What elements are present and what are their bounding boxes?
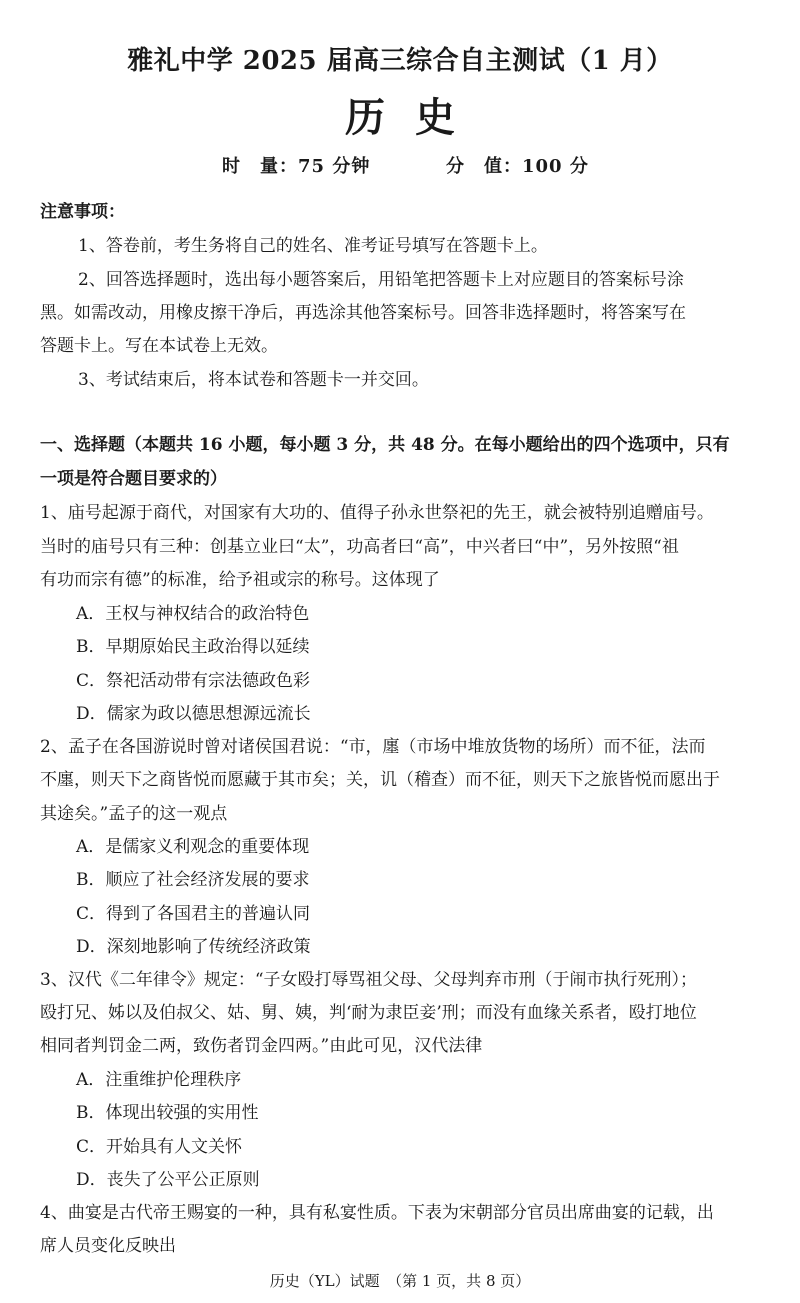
q2-stem-line-3: 其途矣。”孟子的这一观点: [40, 804, 228, 824]
q2-stem-line-2: 不廛，则天下之商皆悦而愿藏于其市矣；关，讥（稽查）而不征，则天下之旅皆悦而愿出于: [40, 770, 720, 790]
notice-item-2-line-1: 2、回答选择题时，选出每小题答案后，用铅笔把答题卡上对应题目的答案标号涂: [78, 270, 684, 290]
q1-stem-line-2: 当时的庙号只有三种：创基立业曰“太”，功高者曰“高”，中兴者曰“中”，另外按照“祖: [40, 537, 679, 557]
q3-stem-line-1: 3、汉代《二年律令》规定：“子女殴打辱骂祖父母、父母判弃市刑（于闹市执行死刑）；: [40, 970, 698, 990]
q1-option-d: D．儒家为政以德思想源远流长: [76, 704, 311, 724]
q3-option-b: B．体现出较强的实用性: [76, 1103, 259, 1123]
q1-option-c: C．祭祀活动带有宗法德政色彩: [76, 671, 311, 691]
q3-stem-line-2: 殴打兄、姊以及伯叔父、姑、舅、姨，判‘耐为隶臣妾’刑；而没有血缘关系者，殴打地位: [40, 1003, 697, 1023]
q2-option-c: C．得到了各国君主的普遍认同: [76, 904, 311, 924]
exam-title: 雅礼中学 2025 届高三综合自主测试（1 月）: [127, 46, 673, 76]
notice-item-1: 1、答卷前，考生务将自己的姓名、准考证号填写在答题卡上。: [78, 236, 548, 256]
q2-stem-line-1: 2、孟子在各国游说时曾对诸侯国君说：“市，廛（市场中堆放货物的场所）而不征，法而: [40, 737, 706, 757]
exam-duration: 时 量：75 分钟: [222, 156, 371, 177]
q2-option-d: D．深刻地影响了传统经济政策: [76, 937, 311, 957]
section-heading-line-2: 一项是符合题目要求的）: [40, 469, 227, 489]
q1-option-a: A．王权与神权结合的政治特色: [76, 604, 310, 624]
exam-score: 分 值：100 分: [446, 156, 589, 177]
q3-option-c: C．开始具有人文关怀: [76, 1137, 243, 1157]
q4-stem-line-2: 席人员变化反映出: [40, 1236, 176, 1256]
q1-stem-line-1: 1、庙号起源于商代，对国家有大功的、值得子孙永世祭祀的先王，就会被特别追赠庙号。: [40, 503, 714, 523]
notice-item-3: 3、考试结束后，将本试卷和答题卡一并交回。: [78, 370, 429, 390]
section-heading-line-1: 一、选择题（本题共 16 小题，每小题 3 分，共 48 分。在每小题给出的四个选项中，只有: [40, 435, 730, 455]
q3-stem-line-3: 相同者判罚金二两，致伤者罚金四两。”由此可见，汉代法律: [40, 1036, 483, 1056]
q1-stem-line-3: 有功而宗有德”的标准，给予祖或宗的称号。这体现了: [40, 570, 440, 590]
q2-option-a: A．是儒家义利观念的重要体现: [76, 837, 310, 857]
q4-stem-line-1: 4、曲宴是古代帝王赐宴的一种，具有私宴性质。下表为宋朝部分官员出席曲宴的记载，出: [40, 1203, 714, 1223]
q3-option-d: D．丧失了公平公正原则: [76, 1170, 260, 1190]
q3-option-a: A．注重维护伦理秩序: [76, 1070, 242, 1090]
subject-title: 历史: [345, 94, 485, 141]
page-footer: 历史（YL）试题 （第 1 页，共 8 页）: [269, 1272, 531, 1290]
notice-heading: 注意事项：: [40, 202, 125, 222]
q2-option-b: B．顺应了社会经济发展的要求: [76, 870, 310, 890]
q1-option-b: B．早期原始民主政治得以延续: [76, 637, 310, 657]
notice-item-2-line-2: 黑。如需改动，用橡皮擦干净后，再选涂其他答案标号。回答非选择题时，将答案写在: [40, 303, 686, 323]
notice-item-2-line-3: 答题卡上。写在本试卷上无效。: [40, 336, 278, 356]
